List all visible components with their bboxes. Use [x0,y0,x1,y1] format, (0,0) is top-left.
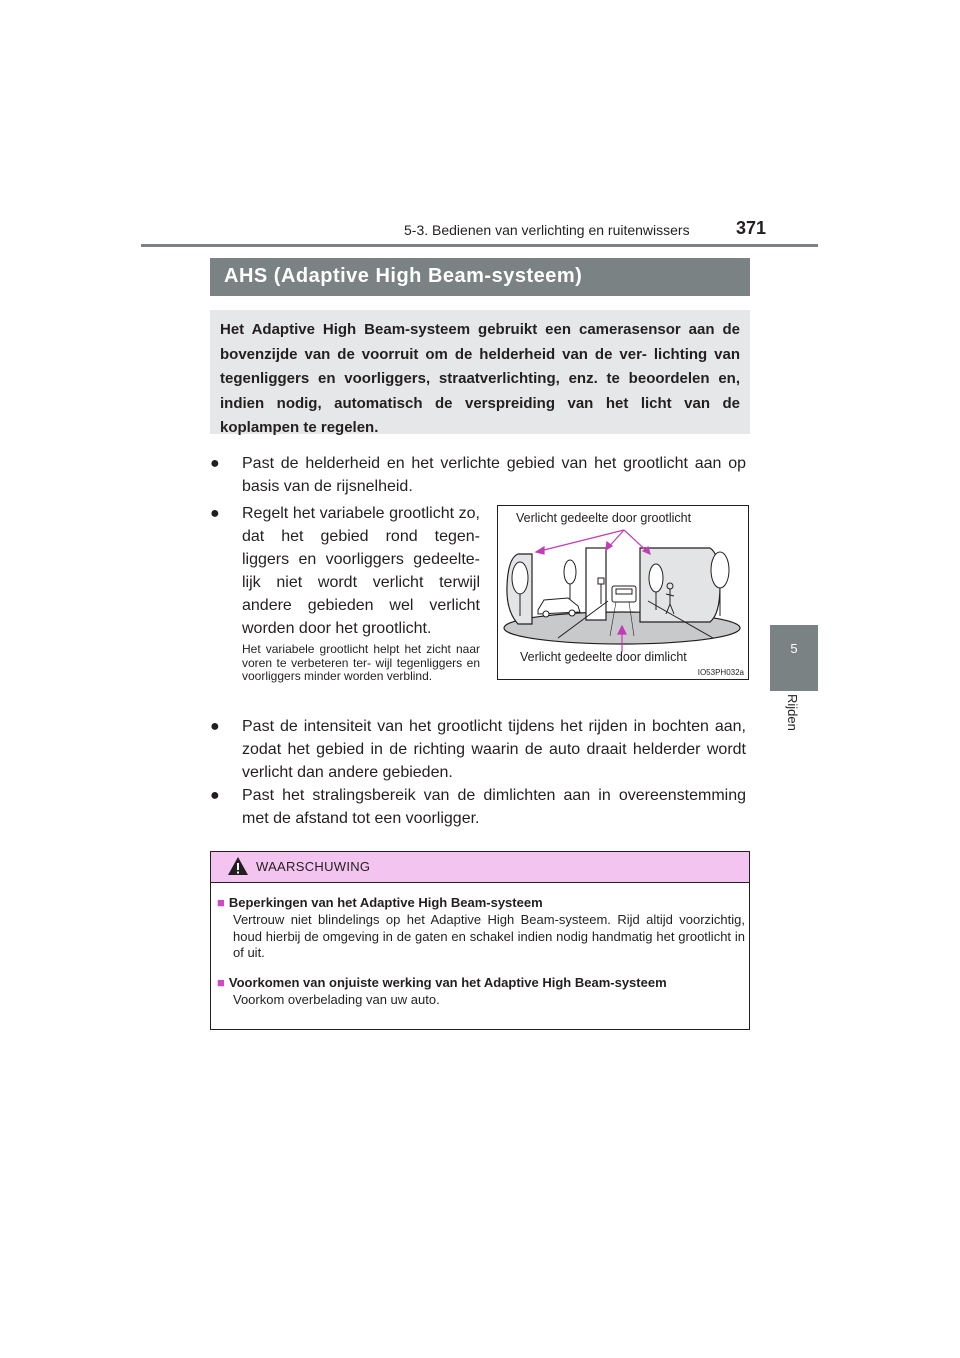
header-divider [141,244,818,247]
chapter-tab [770,625,818,691]
warning-header [211,852,749,883]
bullet-item [210,715,746,784]
chapter-title: 5-3. Bedienen van verlichting en ruitenwissers [404,222,690,238]
warning-box [210,851,750,1030]
bullet-text: Past de intensiteit van het grootlicht tijdens het rijden in bochten aan, zodat het gebied in de richting waarin de auto draait helderder wordt verlicht dan andere gebieden. [242,718,746,781]
preceding-car-icon [612,586,636,602]
warning-item [217,894,745,962]
warning-item [217,974,745,1009]
warning-icon [227,856,249,876]
warning-item-heading [217,974,745,992]
bullet-text: Past het stralingsbereik van de dimlichten aan in overeenstemming met de afstand tot een voorligger. [242,787,746,827]
section-title-bar [210,258,750,296]
illustration-figure [497,505,749,680]
square-bullet-icon: ■ [217,975,225,990]
intro-box [210,310,750,434]
warning-item-heading-text: Voorkomen van onjuiste werking van het Adaptive High Beam-systeem [228,975,667,990]
intro-text: Het Adaptive High Beam-systeem gebruikt een camerasensor aan de bovenzijde van de voorruit om de helderheid van de ver- lichting van tegenliggers en voorliggers, straatverlichting, enz. te beoordelen en, indien nodig, automatisch de verspreiding van het licht van de koplampen te regelen. [220,321,740,436]
chapter-tab-label: Rijden [785,694,800,731]
warning-item-heading [217,894,745,912]
high-beam-label: Verlicht gedeelte door grootlicht [516,511,692,525]
bullet-marker: ● [210,505,220,522]
warning-item-body: Vertrouw niet blindelings op het Adaptive High Beam-systeem. Rijd altijd voorzichtig, houd hierbij de omgeving in de gaten en schakel indien nodig handmatig het grootlicht in of uit. [233,912,745,960]
note-text: Het variabele grootlicht helpt het zicht naar voren te verbeteren ter- wijl tegenliggers en voorliggers minder worden verblind. [242,642,480,683]
figure-code: IO53PH032a [697,668,744,677]
bullet-item [210,502,480,640]
bullet-marker: ● [210,718,220,735]
low-beam-label: Verlicht gedeelte door dimlicht [520,650,687,664]
bullet-text: Regelt het variabele grootlicht zo, dat het gebied rond tegen- liggers en voorliggers gedeelte- lijk niet wordt verlicht terwijl andere gebieden wel verlicht worden door het grootlicht. [242,505,480,637]
bullet-marker: ● [210,787,220,804]
warning-title: WAARSCHUWING [256,859,371,874]
bullet-text: Past de helderheid en het verlichte gebied van het grootlicht aan op basis van de rijsnelheid. [242,455,746,495]
bullet-item [210,784,746,830]
section-title: AHS (Adaptive High Beam-systeem) [224,265,583,287]
bullet-marker: ● [210,455,220,472]
warning-item-body: Voorkom overbelading van uw auto. [233,992,440,1007]
warning-item-heading-text: Beperkingen van het Adaptive High Beam-systeem [228,895,543,910]
chapter-tab-number: 5 [790,641,798,656]
page-number: 371 [736,218,767,238]
square-bullet-icon: ■ [217,895,225,910]
bullet-item [210,452,746,498]
